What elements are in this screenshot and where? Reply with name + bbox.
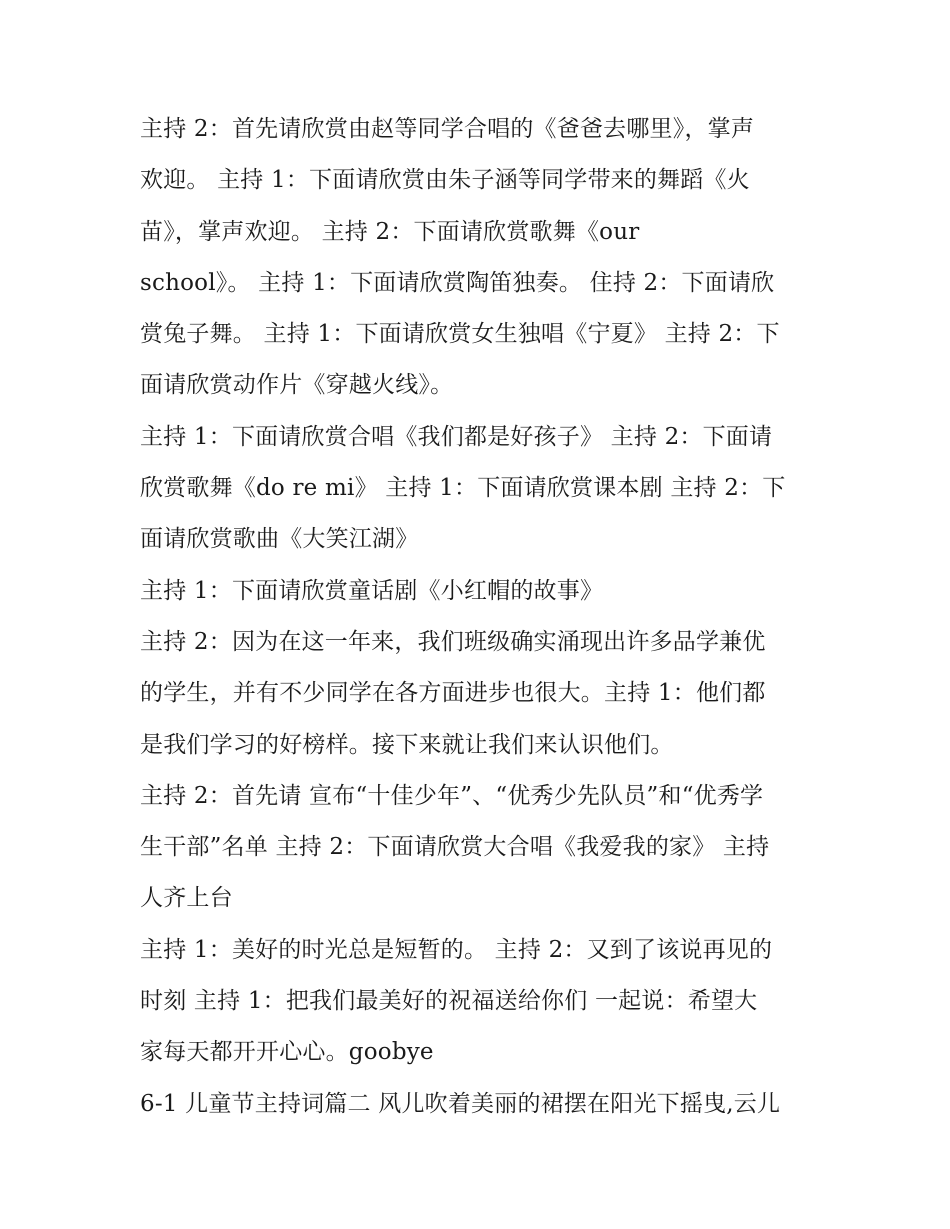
text-line: 苗》，掌声欢迎。 主持 2：下面请欣赏歌舞《our	[140, 218, 640, 245]
text-line: 家每天都开开心心。goobye	[140, 1039, 434, 1066]
text-line: 主持 2：首先请欣赏由赵等同学合唱的《爸爸去哪里》，掌声	[140, 116, 755, 142]
text-line: 的学生，并有不少同学在各方面进步也很大。主持 1：他们都	[140, 680, 766, 707]
text-line: 欣赏歌舞《do re mi》 主持 1：下面请欣赏课本剧 主持 2：下	[140, 475, 786, 502]
text-line: 6-1 儿童节主持词篇二 风儿吹着美丽的裙摆在阳光下摇曳,云儿	[140, 1090, 781, 1117]
text-line: 面请欣赏动作片《穿越火线》。	[140, 372, 454, 399]
text-line: 主持 1：美好的时光总是短暂的。 主持 2：又到了该说再见的	[140, 936, 773, 963]
text-line: 主持 2：因为在这一年来，我们班级确实涌现出许多品学兼优	[140, 628, 766, 655]
text-line: 面请欣赏歌曲《大笑江湖》	[140, 526, 419, 553]
text-line: 欢迎。 主持 1：下面请欣赏由朱子涵等同学带来的舞蹈《火	[140, 167, 750, 194]
text-line: 主持 1：下面请欣赏合唱《我们都是好孩子》 主持 2：下面请	[140, 423, 773, 450]
text-line: 时刻 主持 1：把我们最美好的祝福送给你们 一起说：希望大	[140, 988, 758, 1015]
text-line: 人齐上台	[140, 885, 233, 912]
text-line: 赏兔子舞。 主持 1：下面请欣赏女生独唱《宁夏》 主持 2：下	[140, 321, 780, 348]
text-line: 生干部”名单 主持 2：下面请欣赏大合唱《我爱我的家》 主持	[140, 834, 770, 861]
text-line: 主持 1：下面请欣赏童话剧《小红帽的故事》	[140, 577, 604, 604]
text-line: 主持 2：首先请 宣布“十佳少年”、“优秀少先队员”和“优秀学	[140, 782, 764, 809]
text-line: school》。 主持 1：下面请欣赏陶笛独奏。 住持 2：下面请欣	[140, 269, 775, 296]
text-line: 是我们学习的好榜样。接下来就让我们来认识他们。	[140, 731, 674, 758]
document-body	[140, 104, 810, 1130]
